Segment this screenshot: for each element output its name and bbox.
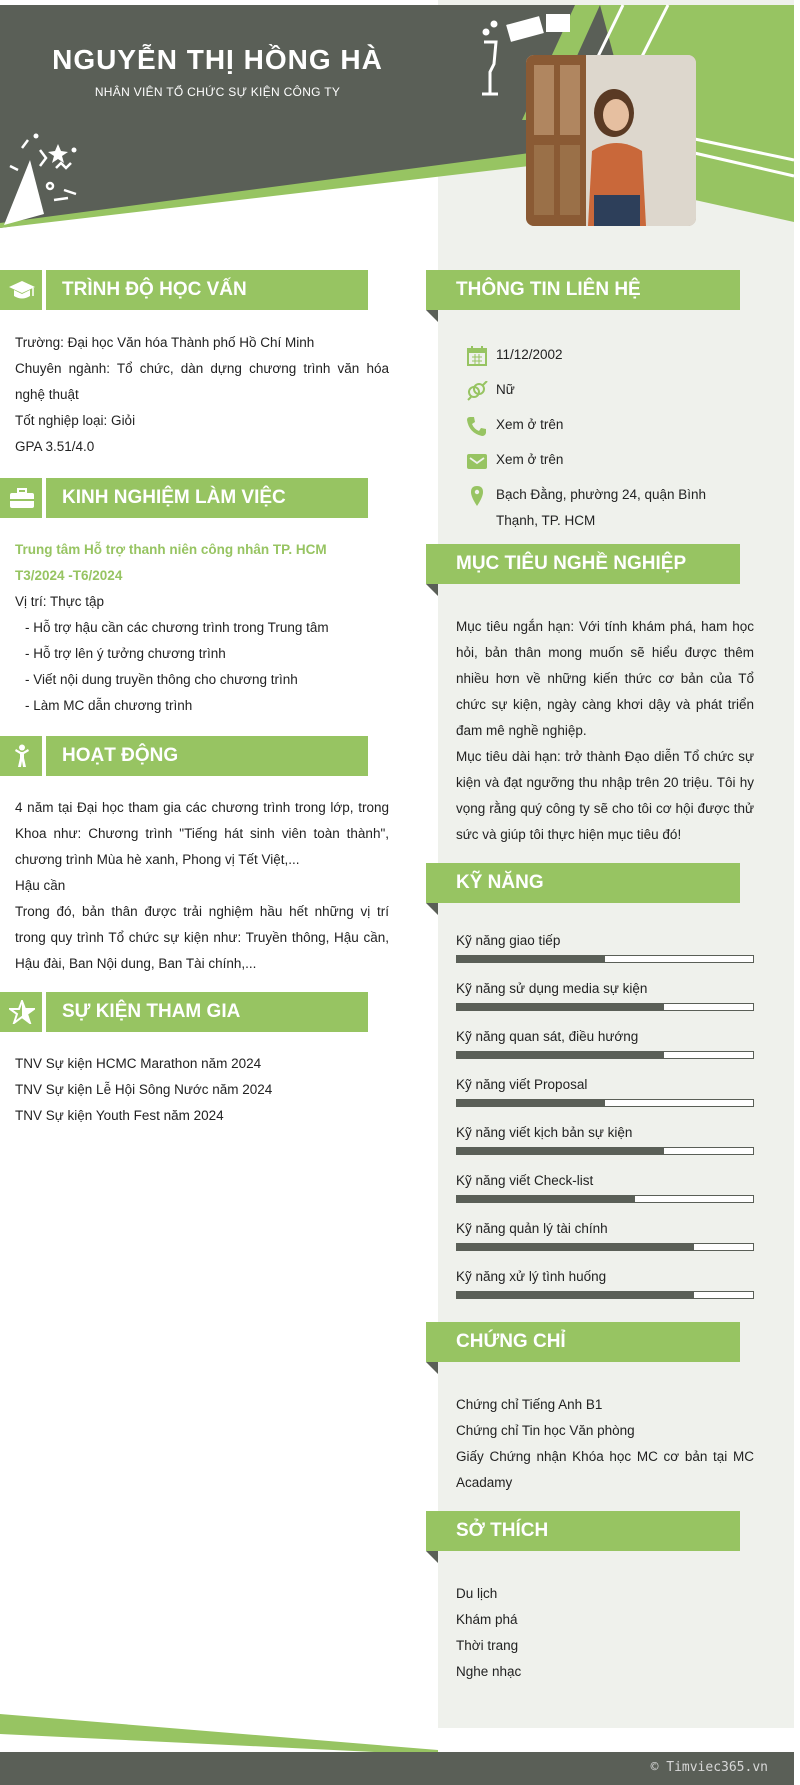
- activities-paragraph: Trong đó, bản thân được trải nghiệm hầu hết những vị trí trong quy trình Tổ chức sự kiện như: Truyền thông, Hậu cần, Hậu đài, Ban Nội dung, Ban Tài chính,...: [15, 904, 389, 971]
- section-activities-title: HOẠT ĐỘNG: [46, 736, 368, 776]
- event-item: TNV Sự kiện Youth Fest năm 2024: [15, 1108, 224, 1123]
- section-certificates-header: [426, 1322, 740, 1376]
- experience-task: - Viết nội dung truyền thông cho chương trình: [25, 672, 298, 687]
- event-item: TNV Sự kiện Lễ Hội Sông Nước năm 2024: [15, 1082, 273, 1097]
- skill-bar: [456, 1195, 754, 1203]
- skill-bar: [456, 1051, 754, 1059]
- education-grade: Tốt nghiệp loại: Giỏi: [15, 413, 136, 428]
- skill-bar: [456, 1147, 754, 1155]
- experience-task: - Làm MC dẫn chương trình: [25, 698, 193, 713]
- section-hobbies-title: SỞ THÍCH: [426, 1511, 740, 1551]
- footer-copyright: © Timviec365.vn: [650, 1760, 768, 1775]
- envelope-icon: [466, 451, 488, 471]
- skill-bar: [456, 955, 754, 963]
- hobby-item: Thời trang: [456, 1638, 519, 1653]
- section-skills-header: [426, 863, 740, 917]
- skill-bar: [456, 1291, 754, 1299]
- event-item: TNV Sự kiện HCMC Marathon năm 2024: [15, 1056, 262, 1071]
- activities-content: [15, 795, 389, 977]
- calendar-icon: [466, 346, 488, 366]
- skill-item: Kỹ năng sử dụng media sự kiện: [456, 979, 754, 999]
- skill-bar: [456, 1243, 754, 1251]
- skill-item: Kỹ năng quản lý tài chính: [456, 1219, 754, 1239]
- activities-paragraph: 4 năm tại Đại học tham gia các chương trình trong lớp, trong Khoa như: Chương trình "Tiếng hát sinh viên toàn thành", chương trình Mùa hè xanh, Phong vị Tết Việt,...: [15, 800, 389, 867]
- section-experience-header: [0, 478, 368, 518]
- education-school: Trường: Đại học Văn hóa Thành phố Hồ Chí Minh: [15, 335, 315, 350]
- experience-company: Trung tâm Hỗ trợ thanh niên công nhân TP. HCM: [15, 542, 327, 557]
- briefcase-icon: [9, 486, 35, 510]
- events-content: [15, 1051, 389, 1129]
- map-pin-icon: [466, 486, 488, 506]
- section-experience-title: KINH NGHIỆM LÀM VIỆC: [46, 478, 368, 518]
- person-icon: [9, 744, 35, 768]
- footer-bar: [0, 1752, 794, 1785]
- section-objective-title: MỤC TIÊU NGHỀ NGHIỆP: [426, 544, 740, 584]
- education-major: Chuyên ngành: Tổ chức, dàn dựng chương trình văn hóa nghệ thuật: [15, 361, 389, 402]
- activities-paragraph: Hậu cần: [15, 878, 66, 893]
- experience-task: - Hỗ trợ lên ý tưởng chương trình: [25, 646, 226, 661]
- skill-item: Kỹ năng viết kịch bản sự kiện: [456, 1123, 754, 1143]
- experience-position: Vị trí: Thực tập: [15, 594, 105, 609]
- section-certificates-title: CHỨNG CHỈ: [426, 1322, 740, 1362]
- certificate-item: Chứng chỉ Tiếng Anh B1: [456, 1397, 603, 1412]
- gender-icon: [466, 381, 488, 401]
- hobby-item: Nghe nhạc: [456, 1664, 522, 1679]
- section-education-title: TRÌNH ĐỘ HỌC VẤN: [46, 270, 368, 310]
- skill-item: Kỹ năng viết Check-list: [456, 1171, 754, 1191]
- certificate-item: Chứng chỉ Tin học Văn phòng: [456, 1423, 635, 1438]
- skill-item: Kỹ năng giao tiếp: [456, 931, 754, 951]
- skill-item: Kỹ năng viết Proposal: [456, 1075, 754, 1095]
- phone-icon: [466, 416, 488, 436]
- objective-short-term: Mục tiêu ngắn hạn: Với tính khám phá, ham học hỏi, bản thân mong muốn sẽ hiểu được thêm nhiều hơn về những kiến thức cơ bản của Tổ chức sự kiện, ngày càng khơi dậy và phát triển đam mê nghề nghiệp.: [456, 619, 754, 738]
- section-events-title: SỰ KIỆN THAM GIA: [46, 992, 368, 1032]
- hobby-item: Du lịch: [456, 1586, 498, 1601]
- section-objective-header: [426, 544, 740, 598]
- objective-content: [456, 614, 754, 848]
- profile-photo: [526, 55, 696, 226]
- skill-bar: [456, 1099, 754, 1107]
- candidate-name: NGUYỄN THỊ HỒNG HÀ: [52, 44, 383, 75]
- certificates-content: [456, 1392, 754, 1496]
- section-events-header: [0, 992, 368, 1032]
- section-activities-header: [0, 736, 368, 776]
- section-education-header: [0, 270, 368, 310]
- experience-content: [15, 537, 389, 719]
- graduation-cap-icon: [9, 278, 35, 302]
- hobbies-content: [456, 1581, 754, 1685]
- section-contact-header: [426, 270, 740, 324]
- education-content: [15, 330, 389, 460]
- skill-bar: [456, 1003, 754, 1011]
- objective-long-term: Mục tiêu dài hạn: trở thành Đạo diễn Tổ chức sự kiện và đạt ngưỡng thu nhập trên 20 triệu. Tôi hy vọng rằng quý công ty sẽ cho tôi cơ hội được thử sức và giúp tôi thực hiện mục tiêu đó!: [456, 749, 754, 842]
- experience-task-list: [15, 615, 389, 719]
- candidate-job-title: NHÂN VIÊN TỔ CHỨC SỰ KIỆN CÔNG TY: [94, 85, 341, 99]
- star-icon: [9, 1000, 35, 1024]
- skill-item: Kỹ năng quan sát, điều hướng: [456, 1027, 754, 1047]
- section-hobbies-header: [426, 1511, 740, 1565]
- certificate-item: Giấy Chứng nhận Khóa học MC cơ bản tại MC Acadamy: [456, 1449, 754, 1490]
- section-contact-title: THÔNG TIN LIÊN HỆ: [426, 270, 740, 310]
- section-skills-title: KỸ NĂNG: [426, 863, 740, 903]
- hobby-item: Khám phá: [456, 1612, 518, 1627]
- footer-stripe: [0, 1710, 800, 1755]
- education-gpa: GPA 3.51/4.0: [15, 439, 95, 454]
- experience-period: T3/2024 -T6/2024: [15, 568, 123, 583]
- skill-item: Kỹ năng xử lý tình huống: [456, 1267, 754, 1287]
- cv-page: NGUYỄN THỊ HỒNG HÀ NHÂN VIÊN TỔ CHỨC SỰ KIỆN CÔNG TY TRÌNH ĐỘ HỌC VẤN Trường: Đại học Văn hóa Thành phố Hồ Chí Minh Chuyên ngành: Tổ chức, dàn dựng chương trình văn hóa nghệ thuật Tốt nghiệp loại: Giỏi GPA 3.51/4.0 KINH NGHIỆM LÀM VIỆC Trung tâm Hỗ trợ thanh niên công nhân TP. HCM T3/2024 -T6/2024 Vị trí: Thực tập - Hỗ trợ hậu cần các chương trình trong Trung tâm - Hỗ trợ lên ý tưởng chương trình - Viết nội dung truyền thông cho chương trình - Làm MC dẫn chương trình HOẠT ĐỘNG 4 năm tại Đại học tham gia các chương trình trong lớp, trong Khoa như: Chương trình "Tiếng hát sinh viên toàn thành", chương trình Mùa hè xanh, Phong vị Tết Việt,... Hậu cần Trong đó, bản thân được trải nghiệm hầu hết những vị trí trong quy trình Tổ chức sự kiện như: Truyền thông, Hậu cần, Hậu đài, Ban Nội dung, Ban Tài chính,... SỰ KIỆN THAM GIA TNV Sự kiện HCMC Marathon năm 2024 TNV Sự kiện Lễ Hội Sông Nước năm 2024 TNV Sự kiện Youth Fest năm 2024 THÔNG TIN LIÊN HỆ 11/12/2002 Nữ Xem ở trên Xem ở trên Bạch Đằng, phường 24, quận Bình Thạnh, TP. HCM MỤC TIÊU NGHỀ NGHIỆP Mục tiêu ngắn hạn: Với tính khám phá, ham học hỏi, bản thân mong muốn sẽ hiểu được thêm nhiều hơn về những kiến thức cơ bản của Tổ chức sự kiện, ngày càng khơi dậy và phát triển đam mê nghề nghiệp. Mục tiêu dài hạn: trở thành Đạo diễn Tổ chức sự kiện và đạt ngưỡng thu nhập trên 20 triệu. Tôi hy vọng rằng quý công ty sẽ cho tôi cơ hội được thử sức và giúp tôi thực hiện mục tiêu đó! KỸ NĂNG Kỹ năng giao tiếp Kỹ năng sử dụng media sự kiện Kỹ năng quan sát, điều hướng Kỹ năng viết Proposal Kỹ năng viết kịch bản sự kiện Kỹ năng viết Check-list Kỹ năng quản lý tài chính Kỹ năng xử lý tình huống CHỨNG CHỈ Chứng chỉ Tiếng Anh B1 Chứng chỉ Tin học Văn phòng Giấy Chứng nhận Khóa học MC cơ bản tại MC Acadamy SỞ THÍCH Du lịch Khám phá Thời trang Nghe nhạc © Timviec365.vn: [0, 0, 800, 1785]
- experience-task: - Hỗ trợ hậu cần các chương trình trong Trung tâm: [25, 620, 329, 635]
